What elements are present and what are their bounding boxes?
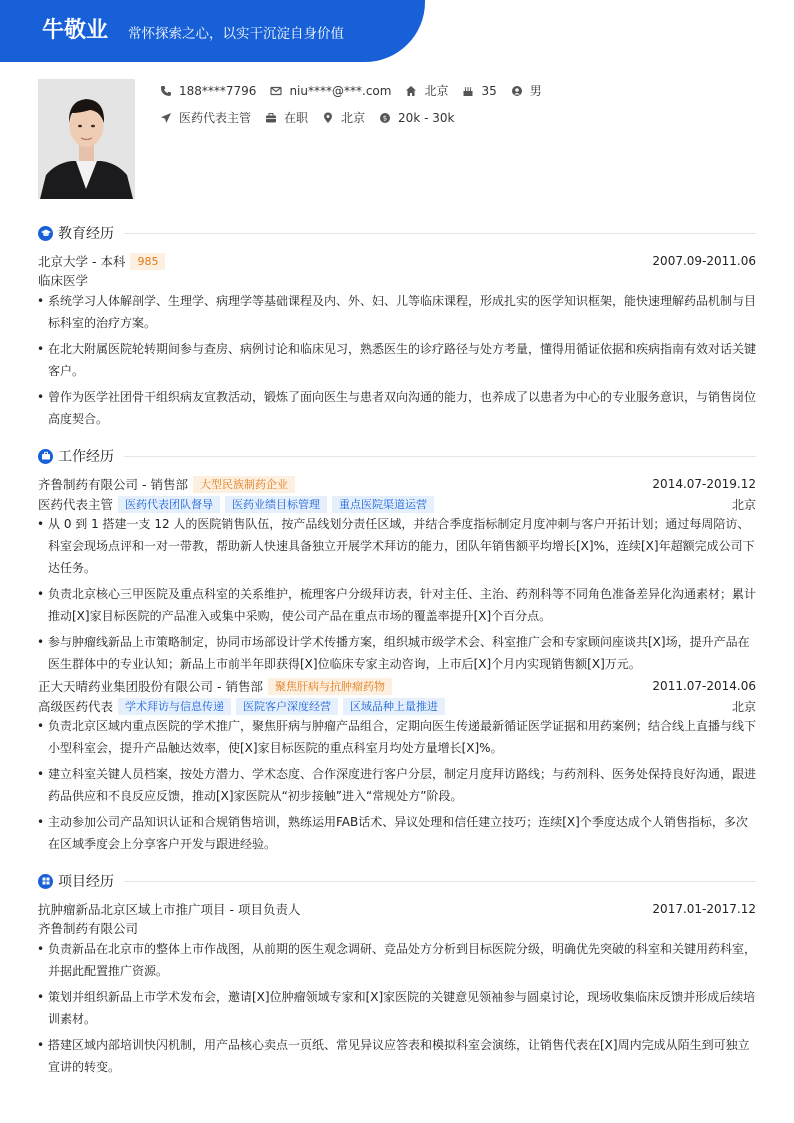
project-date: 2017.01-2017.12 <box>652 902 756 916</box>
job-title: 医药代表主管 <box>38 497 114 512</box>
education-row <box>38 250 756 272</box>
target-city-item <box>322 109 365 126</box>
mail-icon <box>270 85 282 97</box>
section-divider <box>124 881 756 882</box>
profile-photo <box>38 79 135 199</box>
job-title-row <box>38 495 756 513</box>
email-item <box>270 84 391 98</box>
company-tag: 大型民族制药企业 <box>193 476 295 493</box>
section-divider <box>124 233 756 234</box>
graduation-cap-icon <box>38 226 53 241</box>
education-date: 2007.09-2011.06 <box>652 254 756 268</box>
gender-icon <box>511 85 523 97</box>
age-item <box>462 84 496 98</box>
phone-icon <box>160 85 172 97</box>
work-title: 工作经历 <box>58 449 114 465</box>
education-section <box>38 222 756 434</box>
project-title: 项目经历 <box>58 874 114 890</box>
target-position-item <box>160 109 251 126</box>
work-section <box>38 445 756 859</box>
target-position-text: 医药代表主管 <box>179 111 252 125</box>
job-intent-row <box>160 109 468 126</box>
school-name: 北京大学 - 本科 <box>38 254 126 269</box>
svg-text:$: $ <box>382 114 388 123</box>
skill-tag: 医药代表团队督导 <box>118 496 220 513</box>
project-bullets <box>38 938 756 1078</box>
education-bullets <box>38 290 756 430</box>
phone-item <box>160 84 256 98</box>
education-entry <box>38 250 756 430</box>
company-tag: 聚焦肝病与抗肿瘤药物 <box>268 678 392 695</box>
money-icon <box>379 112 391 124</box>
city-item <box>405 82 448 99</box>
job-title: 高级医药代表 <box>38 699 114 714</box>
skill-tag: 区域品种上量推进 <box>343 698 445 715</box>
candidate-slogan: 常怀探索之心，以实干沉淀自身价值 <box>128 26 344 42</box>
age-text: 35 <box>481 83 497 98</box>
bullet-item: • 策划并组织新品上市学术发布会，邀请[X]位肿瘤领域专家和[X]家医院的关键意见领袖参与圆桌讨论，现场收集临床反馈并形成后续培训素材。 <box>38 986 756 1030</box>
portrait-image <box>38 79 135 199</box>
header-banner <box>0 0 425 62</box>
work-entry <box>38 473 756 675</box>
bullet-item: • 主动参加公司产品知识认证和合规销售培训，熟练运用FAB话术、异议处理和信任建立技巧；连续[X]个季度达成个人销售指标，多次在区域季度会上分享客户开发与跟进经验。 <box>38 811 756 855</box>
bullet-item: • 负责新品在北京市的整体上市作战图，从前期的医生观念调研、竞品处方分析到目标医院分级，明确优先突破的科室和关键用药科室，并据此配置推广资源。 <box>38 938 756 982</box>
gender-text: 男 <box>529 84 542 98</box>
status-item <box>265 109 308 126</box>
home-icon <box>405 85 417 97</box>
work-date: 2011.07-2014.06 <box>652 679 756 693</box>
bullet-item: • 负责北京区域内重点医院的学术推广，聚焦肝病与肿瘤产品组合，定期向医生传递最新循证医学证据和用药案例；结合线上直播与线下小型科室会，提升产品触达效率，使[X]家目标医院的重点科室月均处方量增长[X]%。 <box>38 715 756 759</box>
city-text: 北京 <box>424 84 449 98</box>
project-company: 齐鲁制药有限公司 <box>38 921 139 936</box>
skill-tag: 学术拜访与信息传递 <box>118 698 231 715</box>
work-location: 北京 <box>731 497 756 512</box>
work-date: 2014.07-2019.12 <box>652 477 756 491</box>
location-pin-icon <box>322 112 334 124</box>
bullet-item: • 系统学习人体解剖学、生理学、病理学等基础课程及内、外、妇、儿等临床课程，形成扎实的医学知识框架，能快速理解药品机制与目标科室的治疗方案。 <box>38 290 756 334</box>
briefcase-icon <box>38 449 53 464</box>
bullet-item: • 在北大附属医院轮转期间参与查房、病例讨论和临床见习，熟悉医生的诊疗路径与处方考量，懂得用循证依据和疾病指南有效对话关键客户。 <box>38 338 756 382</box>
work-bullets <box>38 513 756 675</box>
education-header <box>38 222 756 244</box>
company-name: 齐鲁制药有限公司 - 销售部 <box>38 477 188 492</box>
work-entry <box>38 675 756 855</box>
grid-icon <box>38 874 53 889</box>
project-header <box>38 870 756 892</box>
work-bullets <box>38 715 756 855</box>
gender-item <box>511 82 542 99</box>
contact-info-row <box>160 82 556 99</box>
bullet-item: • 搭建区域内部培训快闪机制，用产品核心卖点一页纸、常见异议应答表和模拟科室会演练，让销售代表在[X]周内完成从陌生到可独立宣讲的转变。 <box>38 1034 756 1078</box>
skill-tag: 重点医院渠道运营 <box>332 496 434 513</box>
send-icon <box>160 112 172 124</box>
salary-item <box>379 111 454 125</box>
school-tag: 985 <box>130 253 165 270</box>
company-row <box>38 473 756 495</box>
education-title: 教育经历 <box>58 226 114 242</box>
project-entry <box>38 898 756 1078</box>
project-row <box>38 898 756 920</box>
major: 临床医学 <box>38 273 89 288</box>
target-city-text: 北京 <box>341 111 366 125</box>
skill-tag: 医院客户深度经营 <box>236 698 338 715</box>
project-name: 抗肿瘤新品北京区域上市推广项目 - 项目负责人 <box>38 902 301 917</box>
skill-tag: 医药业绩目标管理 <box>225 496 327 513</box>
bullet-item: • 曾作为医学社团骨干组织病友宣教活动，锻炼了面向医生与患者双向沟通的能力，也养成了以患者为中心的专业服务意识，与销售岗位高度契合。 <box>38 386 756 430</box>
briefcase-icon <box>265 112 277 124</box>
work-header <box>38 445 756 467</box>
company-name: 正大天晴药业集团股份有限公司 - 销售部 <box>38 679 263 694</box>
bullet-item: • 建立科室关键人员档案，按处方潜力、学术态度、合作深度进行客户分层，制定月度拜访路线；与药剂科、医务处保持良好沟通，跟进药品供应和不良反应反馈，推动[X]家医院从“初步接触”进入“常规处方”阶段。 <box>38 763 756 807</box>
salary-text: 20k - 30k <box>398 110 455 125</box>
work-location: 北京 <box>731 699 756 714</box>
email-text: niu****@***.com <box>289 83 392 98</box>
section-divider <box>124 456 756 457</box>
job-title-row <box>38 697 756 715</box>
candidate-name: 牛敬业 <box>42 18 109 43</box>
company-row <box>38 675 756 697</box>
bullet-item: • 从 0 到 1 搭建一支 12 人的医院销售队伍，按产品线划分责任区域，并结合季度指标制定月度冲刺与客户开拓计划；通过每周陪访、科室会现场点评和一对一带教，帮助新人快速具备独立开展学术拜访的能力，团队年销售额平均增长[X]%，连续[X]年超额完成公司下达任务。 <box>38 513 756 579</box>
project-section <box>38 870 756 1082</box>
phone-text: 188****7796 <box>179 83 257 98</box>
status-text: 在职 <box>284 111 309 125</box>
bullet-item: • 负责北京核心三甲医院及重点科室的关系维护，梳理客户分级拜访表，针对主任、主治、药剂科等不同角色准备差异化沟通素材；累计推动[X]家目标医院的产品准入或集中采购，使公司产品在重点市场的覆盖率提升[X]个百分点。 <box>38 583 756 627</box>
cake-icon <box>462 85 474 97</box>
bullet-item: • 参与肿瘤线新品上市策略制定，协同市场部设计学术传播方案，组织城市级学术会、科室推广会和专家顾问座谈共[X]场，提升产品在医生群体中的专业认知；新品上市前半年即获得[X]位临床专家主动咨询，上市后[X]个月内实现销售额[X]万元。 <box>38 631 756 675</box>
